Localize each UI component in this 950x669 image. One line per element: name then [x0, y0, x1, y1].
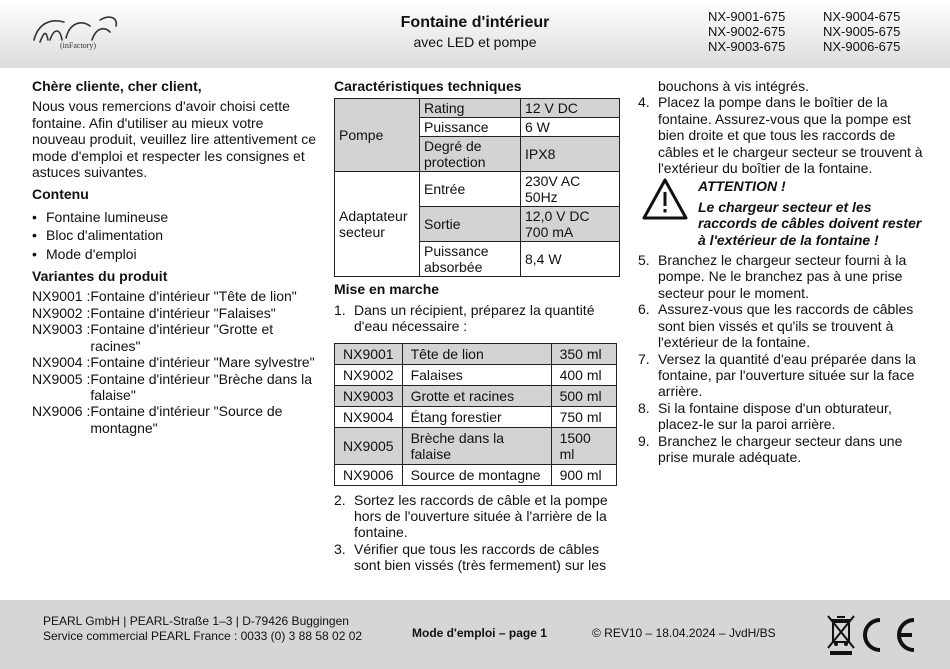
table-row	[335, 464, 617, 485]
table-cell: 1500 ml	[551, 427, 616, 464]
variant-item	[32, 288, 317, 304]
step-item	[638, 351, 923, 400]
company-info	[43, 614, 362, 643]
table-cell: 500 ml	[551, 385, 616, 406]
variant-code: NX9005 :	[32, 370, 91, 387]
step-text: Sortez les raccords de câble et la pompe hors de l'ouverture située à l'arrière de la fontaine.	[354, 491, 608, 541]
table-cell: 12 V DC	[521, 99, 620, 118]
step-number: 2.	[334, 491, 346, 508]
step-item	[638, 301, 923, 350]
table-cell: NX9005	[335, 427, 403, 464]
service-phone: Service commercial PEARL France : 0033 (0) 3 88 58 02 02	[43, 628, 363, 643]
table-row	[335, 385, 617, 406]
table-cell: 750 ml	[551, 406, 616, 427]
step-item	[638, 94, 923, 176]
variant-item	[32, 305, 317, 321]
specs-heading: Caractéristiques techniques	[334, 78, 522, 94]
table-cell: Degré de protection	[420, 137, 521, 172]
table-cell: IPX8	[521, 137, 620, 172]
step-text: Branchez le chargeur secteur fourni à la pompe. Ne le branchez pas à une prise secteur pour le moment.	[658, 252, 907, 301]
step-item	[638, 433, 923, 466]
model-number: NX-9005-675	[823, 24, 901, 39]
step-text: Placez la pompe dans le boîtier de la fontaine. Assurez-vous que la pompe est bien droite et que tous les raccords de câbles et le chargeur secteur se trouvent à l'extérieur du boîtier de la fontaine.	[658, 94, 923, 177]
variant-code: NX9004 :	[32, 354, 91, 371]
infactory-logo	[30, 10, 122, 58]
variant-code: NX9003 :	[32, 321, 91, 338]
model-number: NX-9006-675	[823, 39, 901, 54]
page-label: Mode d'emploi – page 1	[412, 626, 547, 640]
model-number: NX-9001-675	[708, 9, 786, 24]
model-number: NX-9002-675	[708, 24, 786, 39]
variant-text: Fontaine d'intérieur "Grotte et racines"	[90, 321, 274, 354]
table-row	[335, 364, 617, 385]
intro-paragraph: Nous vous remercions d'avoir choisi cette fontaine. Afin d'utiliser au mieux votre nouveau produit, veuillez lire attentivement ce mode d'emploi et respecter les consignes et astuces suivantes.	[32, 98, 317, 181]
specs-table	[334, 98, 620, 277]
table-cell: Pompe	[335, 99, 420, 172]
warning-block	[638, 178, 923, 248]
compliance-marks	[826, 612, 922, 658]
table-cell: Puissance absorbée	[420, 242, 521, 277]
contents-list	[32, 209, 317, 262]
table-cell: 6 W	[521, 118, 620, 137]
table-row	[335, 427, 617, 464]
model-number: NX-9004-675	[823, 9, 901, 24]
table-cell: 230V AC 50Hz	[521, 172, 620, 207]
variant-text: Fontaine d'intérieur "Falaises"	[90, 304, 276, 321]
table-cell: 12,0 V DC 700 mA	[521, 207, 620, 242]
step-number: 7.	[638, 350, 650, 367]
table-cell: NX9002	[335, 364, 403, 385]
list-item: • Bloc d'alimentation	[32, 227, 317, 243]
table-cell: Tête de lion	[402, 343, 551, 364]
step-number: 9.	[638, 432, 650, 449]
model-number: NX-9003-675	[708, 39, 786, 54]
list-item: • Mode d'emploi	[32, 246, 317, 262]
variant-code: NX9001 :	[32, 288, 91, 305]
table-cell: NX9001	[335, 343, 403, 364]
steps-list	[638, 78, 923, 176]
step-text: Branchez le chargeur secteur dans une prise murale adéquate.	[658, 432, 903, 465]
table-cell: Adaptateur secteur	[335, 172, 420, 277]
table-cell: Source de montagne	[402, 464, 551, 485]
table-cell: 400 ml	[551, 364, 616, 385]
step-number: 5.	[638, 252, 650, 269]
step-item	[334, 492, 624, 541]
start-heading: Mise en marche	[334, 281, 440, 298]
column-specs	[334, 78, 624, 574]
svg-text:(inFactory): (inFactory)	[60, 41, 96, 50]
variant-code: NX9002 :	[32, 304, 91, 321]
table-cell: Puissance	[420, 118, 521, 137]
table-cell: Sortie	[420, 207, 521, 242]
table-cell: Falaises	[402, 364, 551, 385]
table-cell: Étang forestier	[402, 406, 551, 427]
step-number: 3.	[334, 540, 346, 557]
document-subtitle: avec LED et pompe	[413, 34, 537, 50]
table-cell: NX9006	[335, 464, 403, 485]
step-text: Si la fontaine dispose d'un obturateur, placez-le sur la paroi arrière.	[658, 399, 892, 433]
table-row	[335, 343, 617, 364]
variant-text: Fontaine d'intérieur "Brèche dans la falaise"	[90, 370, 313, 403]
table-cell: NX9004	[335, 406, 403, 427]
table-row	[335, 406, 617, 427]
step-item	[638, 400, 923, 433]
warning-triangle-icon	[638, 178, 698, 222]
step-item	[638, 252, 923, 301]
volume-table	[334, 343, 617, 486]
variants-list	[32, 288, 317, 436]
list-item: • Fontaine lumineuse	[32, 209, 317, 225]
crossed-out-bin-icon	[828, 616, 854, 655]
column-steps	[638, 78, 923, 465]
step-text: Dans un récipient, préparez la quantité d'eau nécessaire :	[354, 301, 595, 335]
step-text: Vérifier que tous les raccords de câbles sont bien vissés (très fermement) sur les	[354, 540, 607, 574]
variant-text: Fontaine d'intérieur "Tête de lion"	[90, 288, 297, 305]
step-number: 4.	[638, 94, 650, 111]
variant-code: NX9006 :	[32, 403, 91, 420]
column-intro	[32, 78, 317, 436]
table-cell: 8,4 W	[521, 242, 620, 277]
variant-text: Fontaine d'intérieur "Source de montagne"	[90, 403, 283, 436]
table-cell: NX9003	[335, 385, 403, 406]
variant-item	[32, 403, 317, 436]
step-item	[334, 541, 624, 574]
table-cell: 900 ml	[551, 464, 616, 485]
ce-mark-icon	[865, 620, 914, 650]
steps-list	[334, 302, 624, 335]
table-cell: Rating	[420, 99, 521, 118]
attention-label: ATTENTION !	[698, 178, 786, 195]
variants-heading: Variantes du produit	[32, 268, 168, 285]
model-numbers	[708, 9, 923, 54]
table-cell: 350 ml	[551, 343, 616, 364]
step-text: Versez la quantité d'eau préparée dans la fontaine, par l'ouverture située sur la face arrière.	[658, 350, 916, 400]
contents-heading: Contenu	[32, 186, 89, 203]
table-cell: Brèche dans la falaise	[402, 427, 551, 464]
table-cell: Grotte et racines	[402, 385, 551, 406]
table-cell: Entrée	[420, 172, 521, 207]
warning-text: Le chargeur secteur et les raccords de câbles doivent rester à l'extérieur de la fontaine !	[698, 198, 922, 248]
steps-list	[334, 492, 624, 574]
variant-item	[32, 371, 317, 404]
step-item	[638, 78, 923, 94]
step-text: Assurez-vous que les raccords de câbles sont bien vissés et qu'ils se trouvent à l'extérieur de la fontaine.	[658, 301, 914, 351]
variant-item	[32, 321, 317, 354]
step-number: 8.	[638, 399, 650, 416]
variant-text: Fontaine d'intérieur "Mare sylvestre"	[90, 354, 315, 371]
step-number: 1.	[334, 301, 346, 318]
step-item	[334, 302, 624, 335]
step-number: 6.	[638, 301, 650, 318]
document-title: Fontaine d'intérieur	[400, 14, 550, 31]
company-address: PEARL GmbH | PEARL-Straße 1–3 | D-79426 Buggingen	[43, 614, 349, 628]
step-text: bouchons à vis intégrés.	[658, 78, 809, 94]
revision-label: © REV10 – 18.04.2024 – JvdH/BS	[592, 626, 776, 640]
variant-item	[32, 354, 317, 370]
greeting-heading: Chère cliente, cher client,	[32, 78, 202, 94]
steps-list	[638, 252, 923, 465]
